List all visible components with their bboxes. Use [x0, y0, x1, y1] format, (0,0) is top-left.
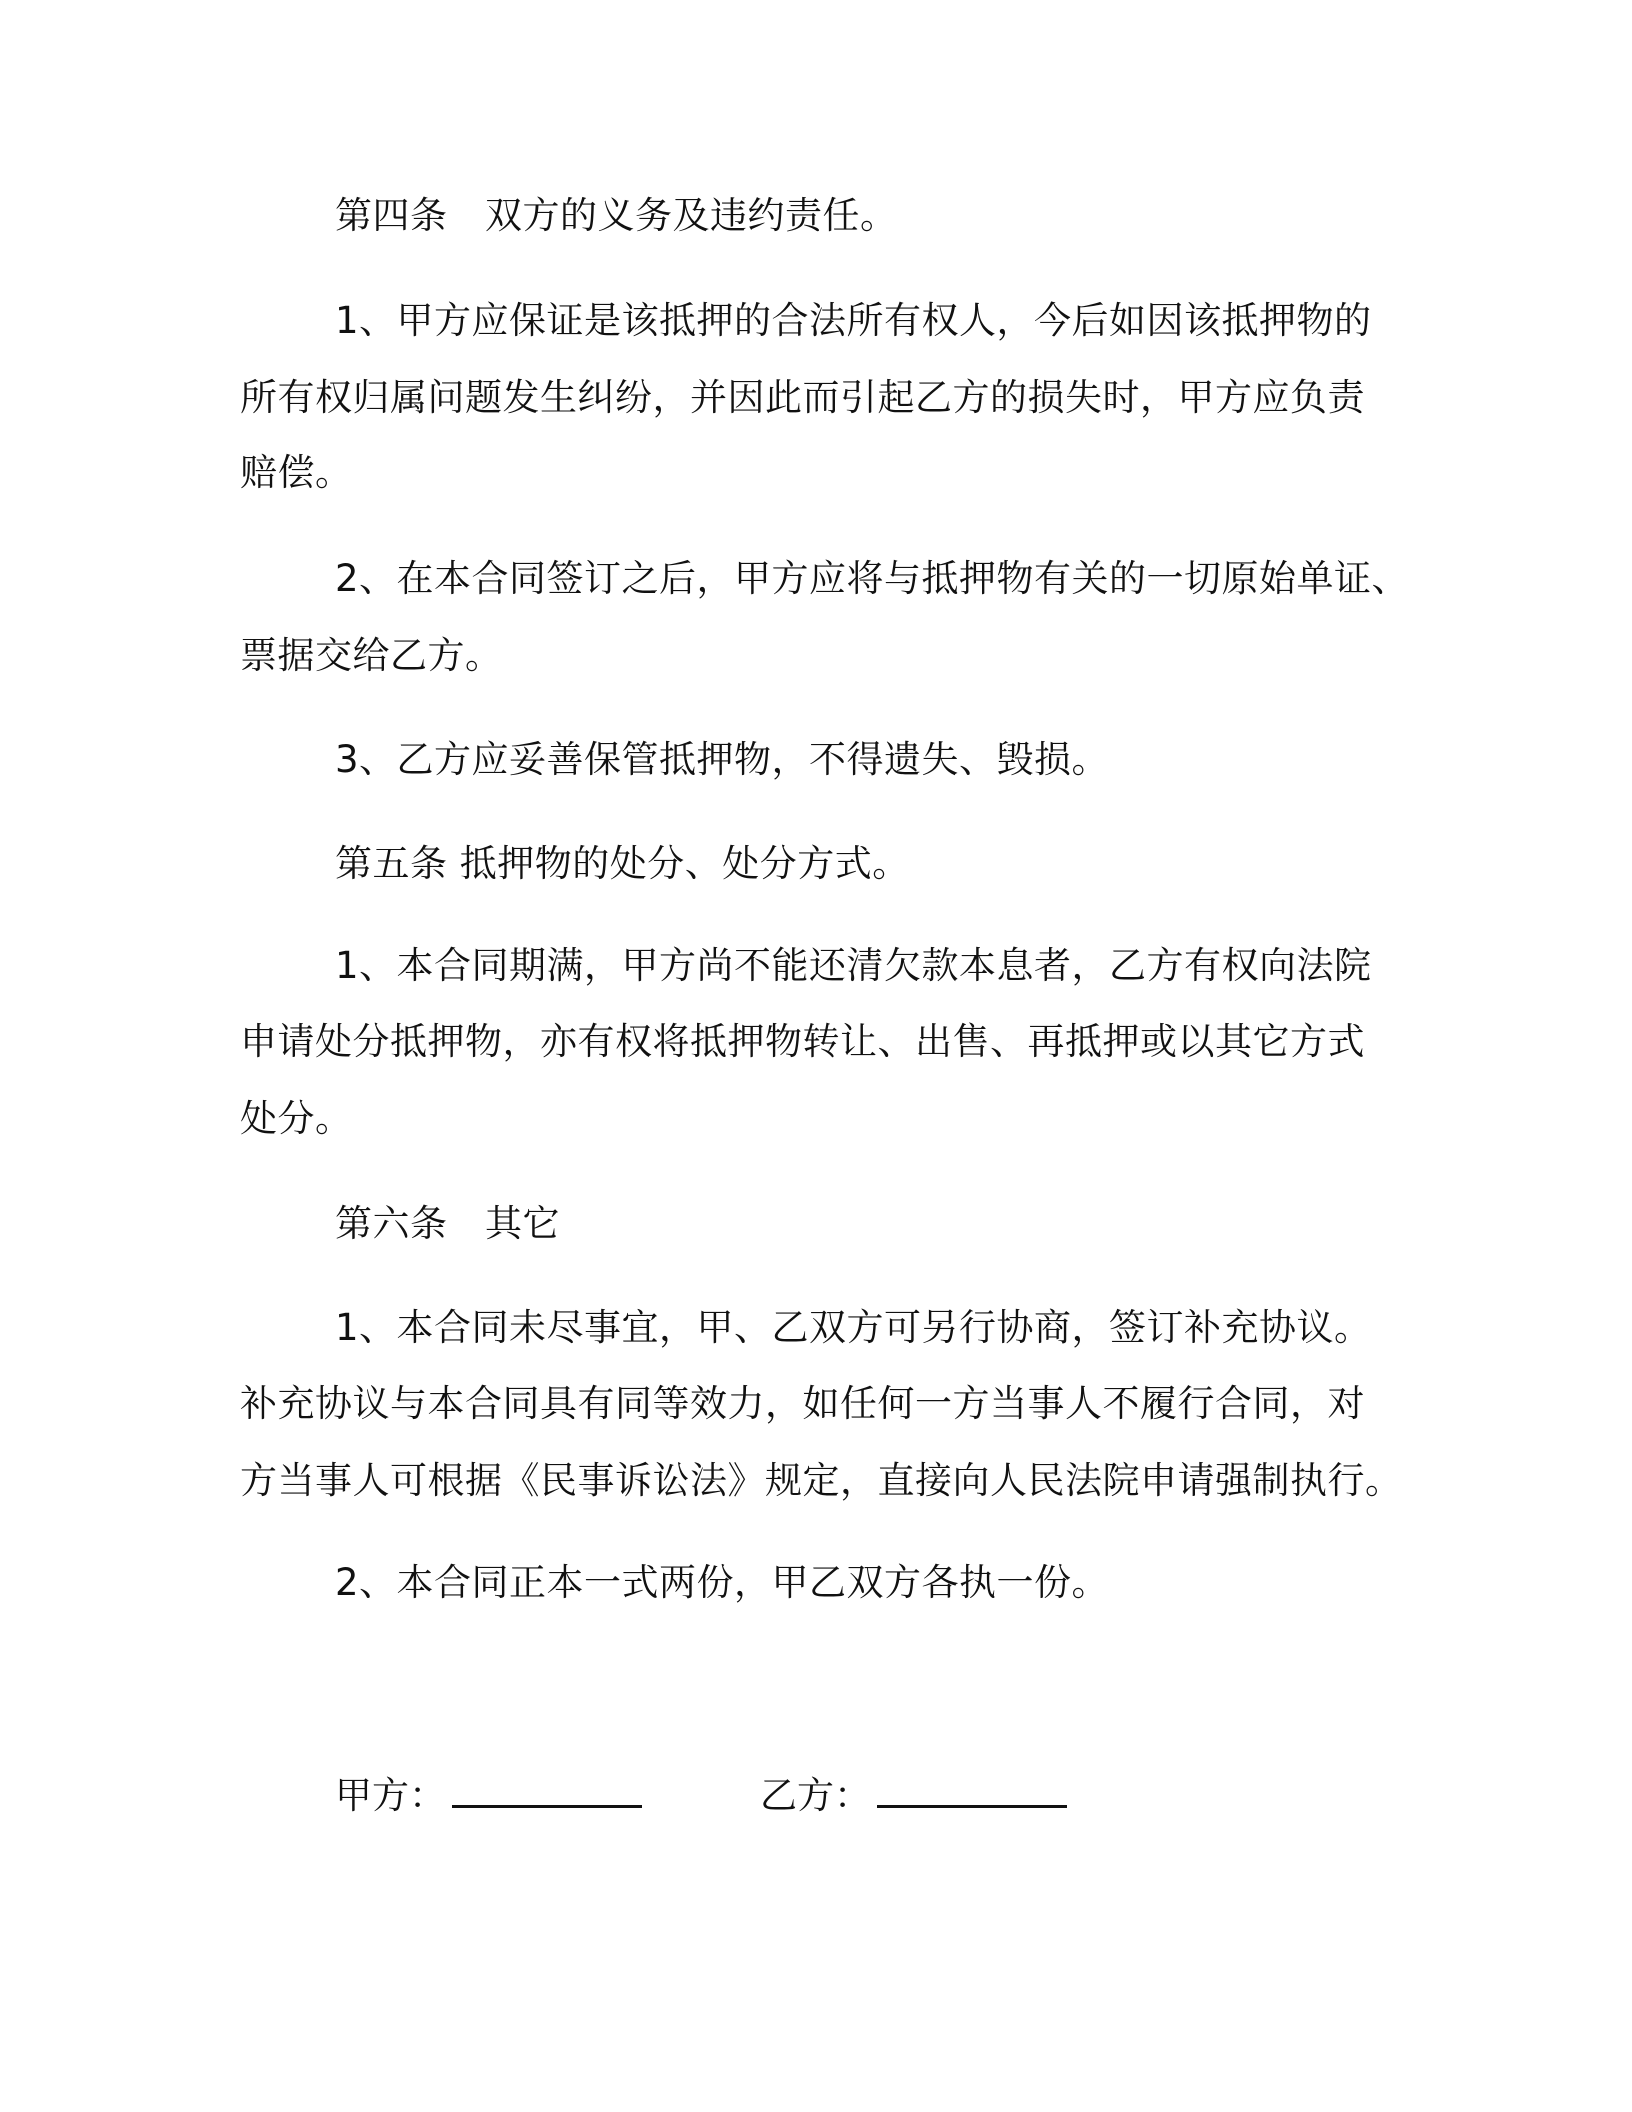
article-4-item-1-line-3: 赔偿。: [240, 451, 353, 494]
article-4-heading: 第四条 双方的义务及违约责任。: [335, 194, 898, 237]
article-6-item-1-line-2: 补充协议与本合同具有同等效力，如任何一方当事人不履行合同，对: [240, 1382, 1365, 1425]
party-a-signature: [335, 1770, 642, 1822]
party-a-label: 甲方：: [335, 1774, 446, 1817]
party-a-signature-blank[interactable]: [452, 1771, 642, 1808]
signature-row: [335, 1770, 1235, 1830]
article-5-item-1-line-2: 申请处分抵押物，亦有权将抵押物转让、出售、再抵押或以其它方式: [240, 1020, 1365, 1063]
article-6-item-2-line-1: 2、本合同正本一式两份，甲乙双方各执一份。: [335, 1561, 1110, 1604]
article-6-item-1-line-3: 方当事人可根据《民事诉讼法》规定，直接向人民法院申请强制执行。: [240, 1459, 1403, 1502]
party-b-label: 乙方：: [760, 1774, 871, 1817]
article-5-item-1-line-1: 1、本合同期满，甲方尚不能还清欠款本息者，乙方有权向法院: [335, 944, 1372, 987]
party-b-signature-blank[interactable]: [877, 1771, 1067, 1808]
article-4-item-2-line-2: 票据交给乙方。: [240, 634, 503, 677]
article-4-item-1-line-1: 1、甲方应保证是该抵押的合法所有权人，今后如因该抵押物的: [335, 299, 1372, 342]
article-4-item-1-line-2: 所有权归属问题发生纠纷，并因此而引起乙方的损失时，甲方应负责: [240, 376, 1365, 419]
article-6-item-1-line-1: 1、本合同未尽事宜，甲、乙双方可另行协商，签订补充协议。: [335, 1306, 1372, 1349]
article-4-item-3-line-1: 3、乙方应妥善保管抵押物，不得遗失、毁损。: [335, 738, 1110, 781]
party-b-signature: [760, 1770, 1067, 1822]
article-6-heading: 第六条 其它: [335, 1202, 560, 1245]
article-5-heading: 第五条 抵押物的处分、处分方式。: [335, 842, 910, 885]
article-4-item-2-line-1: 2、在本合同签订之后，甲方应将与抵押物有关的一切原始单证、: [335, 557, 1410, 600]
article-5-item-1-line-3: 处分。: [240, 1097, 353, 1140]
